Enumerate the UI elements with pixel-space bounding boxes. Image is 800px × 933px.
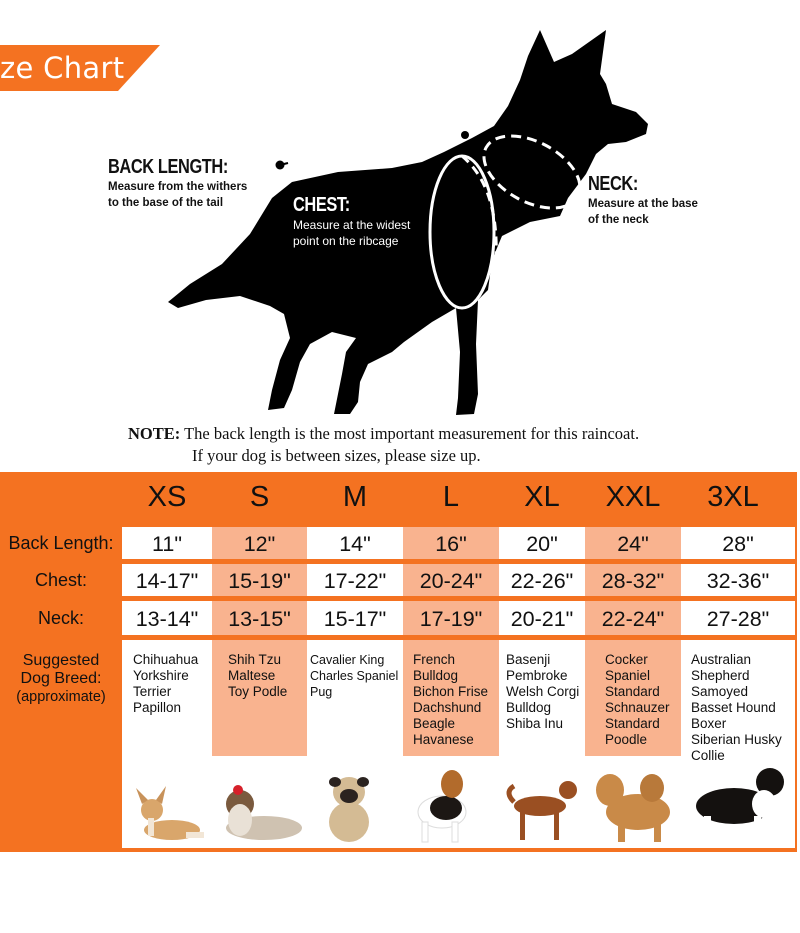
cocker-spaniel-photo	[588, 762, 678, 844]
chihuahua-photo	[126, 784, 210, 844]
chest-label: CHEST: Measure at the widest point on the ribcage	[293, 194, 411, 248]
back-length-xs: 11"	[122, 527, 212, 559]
breeds-m: Cavalier King Charles Spaniel Pug	[310, 653, 399, 699]
breeds-3xl: Australian Shepherd Samoyed Basset Hound Boxer Siberian Husky Collie	[691, 652, 782, 763]
back-length-xxl: 24"	[585, 527, 681, 559]
neck-s: 13-15"	[212, 601, 307, 635]
neck-xxl: 22-24"	[585, 601, 681, 635]
row-label-neck: Neck:	[37, 608, 84, 628]
back-length-label: BACK LENGTH: Measure from the withers to the base of the tail	[108, 156, 248, 209]
back-length-m: 14"	[307, 527, 403, 559]
chest-3xl: 32-36"	[681, 564, 795, 596]
sizing-note	[128, 423, 639, 467]
neck-3xl: 27-28"	[681, 601, 795, 635]
breeds-xl: Basenji Pembroke Welsh Corgi Bulldog Shiba Inu	[506, 652, 580, 731]
pug-photo	[320, 770, 378, 844]
chest-l: 20-24"	[403, 564, 499, 596]
banner-title: ze Chart	[0, 51, 125, 85]
chest-m: 17-22"	[307, 564, 403, 596]
neck-label: NECK: Measure at the base of the neck	[588, 173, 698, 226]
breeds-s: Shih Tzu Maltese Toy Podle	[228, 652, 288, 699]
size-header-xl: XL	[524, 481, 560, 513]
row-label-back-length: Back Length:	[8, 533, 114, 553]
size-header-3xl: 3XL	[707, 481, 759, 513]
neck-m: 15-17"	[307, 601, 403, 635]
size-header-xxl: XXL	[605, 481, 661, 513]
row-label-chest: Chest:	[34, 570, 88, 590]
size-chart-banner	[0, 45, 160, 91]
back-length-l: 16"	[403, 527, 499, 559]
neck-xl: 20-21"	[499, 601, 585, 635]
size-table	[0, 472, 797, 852]
back-length-xl: 20"	[499, 527, 585, 559]
size-header-l: L	[442, 481, 460, 513]
back-length-3xl: 28"	[681, 527, 795, 559]
chest-xs: 14-17"	[122, 564, 212, 596]
breeds-xxl: Cocker Spaniel Standard Schnauzer Standard Poodle	[605, 652, 670, 747]
neck-l: 17-19"	[403, 601, 499, 635]
note-label: NOTE:	[128, 424, 181, 443]
basenji-photo	[500, 772, 584, 844]
chest-s: 15-19"	[212, 564, 307, 596]
back-length-s: 12"	[212, 527, 307, 559]
back-length-end-dot	[461, 131, 469, 139]
beagle-photo	[408, 764, 472, 844]
border-collie-photo	[684, 760, 794, 844]
size-header-m: M	[342, 481, 368, 513]
chest-xl: 22-26"	[499, 564, 585, 596]
shih-tzu-photo	[214, 780, 306, 844]
breeds-xs: Chihuahua Yorkshire Terrier Papillon	[133, 652, 199, 715]
suggested-breed-label: Suggested Dog Breed: (approximate)	[16, 652, 106, 705]
size-header-xs: XS	[147, 481, 187, 513]
size-header-s: S	[249, 481, 270, 513]
note-line-2: If your dog is between sizes, please size up.	[192, 446, 481, 465]
note-line-1: The back length is the most important measurement for this raincoat.	[180, 424, 640, 443]
neck-xs: 13-14"	[122, 601, 212, 635]
breeds-l: French Bulldog Bichon Frise Dachshund Beagle Havanese	[413, 652, 489, 747]
chest-xxl: 28-32"	[585, 564, 681, 596]
